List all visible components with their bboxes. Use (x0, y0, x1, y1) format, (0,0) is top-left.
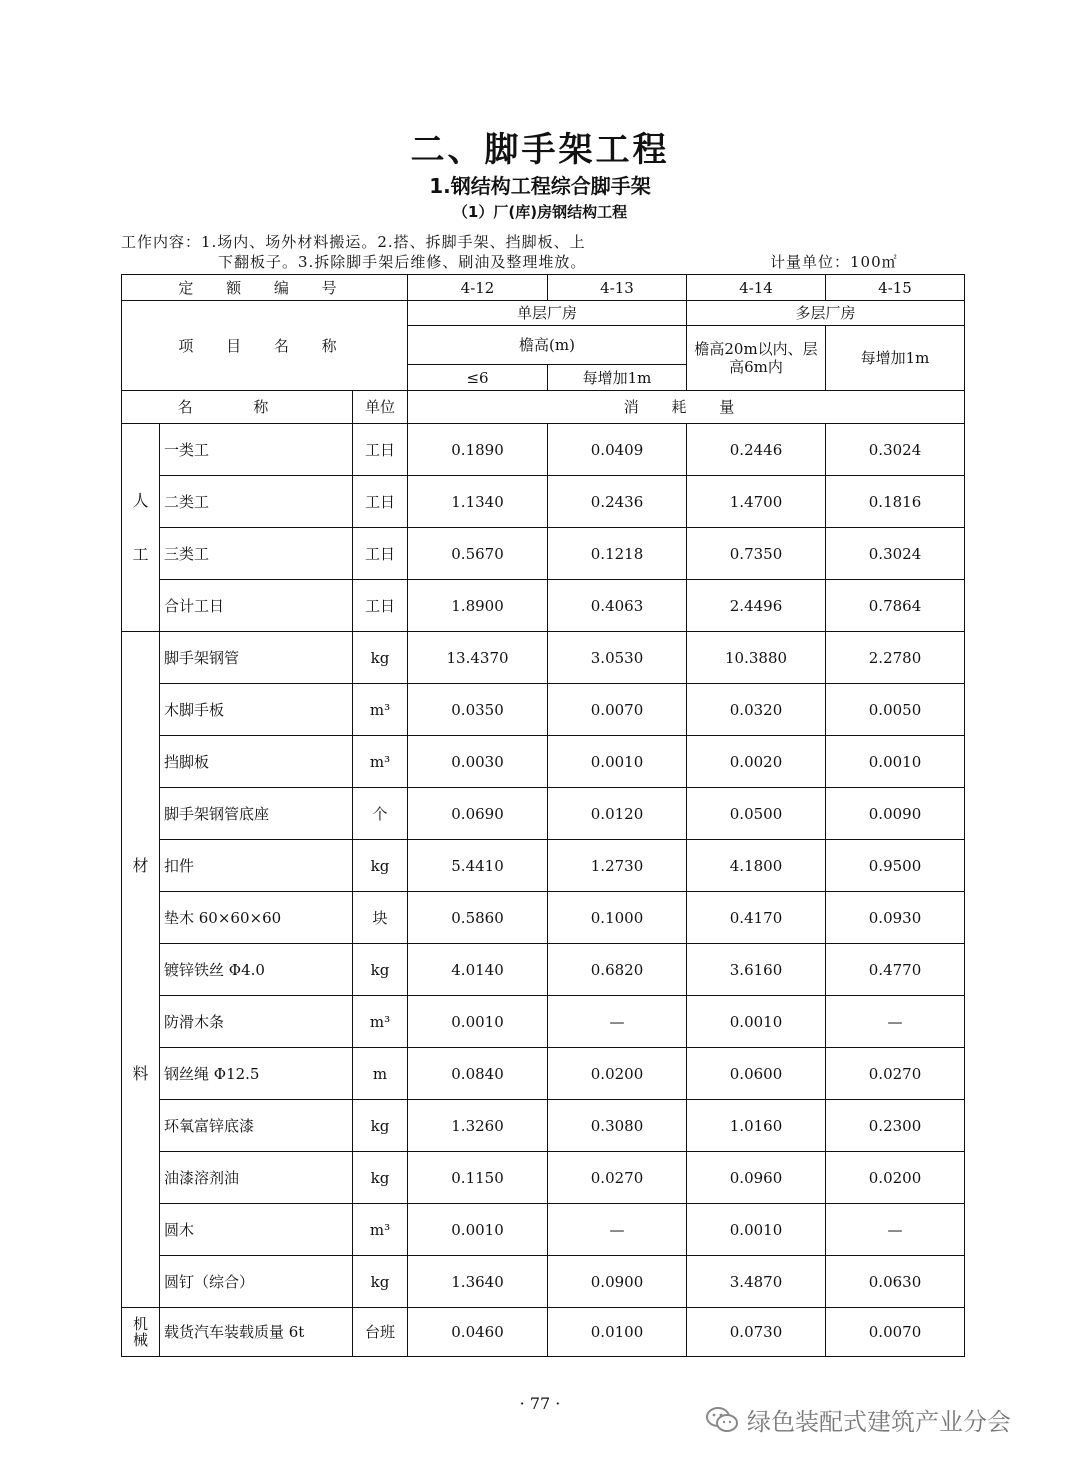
labor-category-char2: 工 (132, 544, 149, 564)
material-value: 0.0030 (408, 736, 548, 788)
material-unit: kg (353, 1152, 408, 1204)
material-value: 0.0690 (408, 788, 548, 840)
material-value: 0.0200 (548, 1048, 687, 1100)
code-4-12: 4-12 (408, 275, 548, 301)
material-value: — (548, 996, 687, 1048)
material-value: 0.0020 (687, 736, 826, 788)
material-value: 0.0840 (408, 1048, 548, 1100)
material-name: 防滑木条 (160, 996, 353, 1048)
unit-column-label: 单位 (353, 391, 408, 424)
machine-category: 机械 (122, 1308, 160, 1357)
material-row (122, 1048, 965, 1100)
material-unit: m³ (353, 684, 408, 736)
labor-name: 三类工 (160, 528, 353, 580)
watermark (705, 1402, 1011, 1437)
measurement-unit: 计量单位：100㎡ (770, 253, 898, 271)
material-value: 0.0090 (826, 788, 965, 840)
material-value: 0.0010 (548, 736, 687, 788)
material-value: 0.0270 (826, 1048, 965, 1100)
material-unit: kg (353, 632, 408, 684)
material-unit: 个 (353, 788, 408, 840)
watermark-text: 绿色装配式建筑产业分会 (747, 1408, 1011, 1436)
quota-no-label: 定 额 编 号 (122, 275, 408, 301)
material-row (122, 684, 965, 736)
quota-table (121, 274, 965, 1357)
material-category (122, 632, 160, 1308)
material-value: 0.9500 (826, 840, 965, 892)
page-title: 二、脚手架工程 (410, 130, 670, 170)
material-row (122, 1152, 965, 1204)
single-per-1m-header: 每增加1m (548, 365, 687, 391)
material-unit: m³ (353, 736, 408, 788)
labor-value: 2.4496 (687, 580, 826, 632)
material-value: 0.1000 (548, 892, 687, 944)
material-row (122, 1100, 965, 1152)
material-value: 0.0070 (548, 684, 687, 736)
material-value: 0.0930 (826, 892, 965, 944)
material-value: 0.6820 (548, 944, 687, 996)
material-value: 0.0010 (408, 996, 548, 1048)
consumption-label: 消 耗 量 (408, 391, 965, 424)
material-value: 0.0630 (826, 1256, 965, 1308)
material-unit: m (353, 1048, 408, 1100)
material-name: 镀锌铁丝 Φ4.0 (160, 944, 353, 996)
material-name: 扣件 (160, 840, 353, 892)
labor-value: 0.7864 (826, 580, 965, 632)
material-value: 3.4870 (687, 1256, 826, 1308)
labor-name: 二类工 (160, 476, 353, 528)
material-name: 圆钉（综合） (160, 1256, 353, 1308)
material-value: 0.0120 (548, 788, 687, 840)
machine-value: 0.0460 (408, 1308, 548, 1357)
material-value: 0.4770 (826, 944, 965, 996)
material-value: 0.0270 (548, 1152, 687, 1204)
eave-height-header: 檐高(m) (408, 326, 687, 365)
labor-category-char1: 人 (132, 491, 149, 511)
material-unit: kg (353, 1256, 408, 1308)
machine-unit: 台班 (353, 1308, 408, 1357)
labor-value: 1.4700 (687, 476, 826, 528)
material-name: 脚手架钢管 (160, 632, 353, 684)
work-content-line1: 工作内容：1.场内、场外材料搬运。2.搭、拆脚手架、挡脚板、上 (121, 233, 586, 251)
labor-value: 0.0409 (548, 424, 687, 476)
labor-value: 1.1340 (408, 476, 548, 528)
material-value: 13.4370 (408, 632, 548, 684)
material-value: — (826, 996, 965, 1048)
labor-value: 0.2436 (548, 476, 687, 528)
code-4-13: 4-13 (548, 275, 687, 301)
material-value: 1.0160 (687, 1100, 826, 1152)
material-row (122, 892, 965, 944)
material-value: 5.4410 (408, 840, 548, 892)
material-name: 环氧富锌底漆 (160, 1100, 353, 1152)
labor-value: 0.3024 (826, 528, 965, 580)
material-value: 1.3640 (408, 1256, 548, 1308)
material-unit: m³ (353, 1204, 408, 1256)
material-value: 0.0350 (408, 684, 548, 736)
material-row (122, 1256, 965, 1308)
material-value: 0.0010 (826, 736, 965, 788)
multi-per-1m-header: 每增加1m (826, 326, 965, 391)
material-value: 1.2730 (548, 840, 687, 892)
material-row (122, 736, 965, 788)
material-value: 0.0010 (687, 1204, 826, 1256)
multi-storey-header: 多层厂房 (687, 301, 965, 326)
material-value: 4.0140 (408, 944, 548, 996)
material-value: 0.0320 (687, 684, 826, 736)
material-category-char1: 材 (132, 856, 149, 876)
labor-name: 合计工日 (160, 580, 353, 632)
work-content-line2: 下翻板子。3.拆除脚手架后维修、刷油及整理堆放。 (218, 253, 587, 271)
labor-section (122, 424, 965, 632)
code-4-14: 4-14 (687, 275, 826, 301)
material-value: 0.0960 (687, 1152, 826, 1204)
section-subsubtitle: （1）厂(库)房钢结构工程 (452, 203, 628, 221)
material-name: 脚手架钢管底座 (160, 788, 353, 840)
material-value: 0.0900 (548, 1256, 687, 1308)
le6-header: ≤6 (408, 365, 548, 391)
material-unit: m³ (353, 996, 408, 1048)
material-value: 3.6160 (687, 944, 826, 996)
material-unit: kg (353, 840, 408, 892)
labor-value: 0.4063 (548, 580, 687, 632)
material-value: 0.0010 (687, 996, 826, 1048)
material-value: 2.2780 (826, 632, 965, 684)
labor-value: 0.1816 (826, 476, 965, 528)
labor-value: 0.7350 (687, 528, 826, 580)
material-value: 3.0530 (548, 632, 687, 684)
material-row (122, 1204, 965, 1256)
material-row (122, 632, 965, 684)
material-name: 木脚手板 (160, 684, 353, 736)
material-value: 0.5860 (408, 892, 548, 944)
labor-value: 0.5670 (408, 528, 548, 580)
material-value: — (826, 1204, 965, 1256)
machine-value: 0.0100 (548, 1308, 687, 1357)
material-value: 0.0600 (687, 1048, 826, 1100)
labor-unit: 工日 (353, 528, 408, 580)
labor-unit: 工日 (353, 476, 408, 528)
material-value: — (548, 1204, 687, 1256)
material-row (122, 840, 965, 892)
material-value: 10.3880 (687, 632, 826, 684)
material-value: 0.1150 (408, 1152, 548, 1204)
material-unit: kg (353, 1100, 408, 1152)
section-subtitle: 1.钢结构工程综合脚手架 (429, 174, 651, 198)
labor-value: 0.2446 (687, 424, 826, 476)
material-row (122, 788, 965, 840)
material-value: 0.4170 (687, 892, 826, 944)
material-name: 圆木 (160, 1204, 353, 1256)
material-value: 0.2300 (826, 1100, 965, 1152)
item-name-label: 项 目 名 称 (122, 301, 408, 391)
labor-name: 一类工 (160, 424, 353, 476)
material-value: 4.1800 (687, 840, 826, 892)
name-column-label: 名 称 (122, 391, 353, 424)
material-name: 挡脚板 (160, 736, 353, 788)
material-value: 0.3080 (548, 1100, 687, 1152)
material-unit: kg (353, 944, 408, 996)
material-name: 垫木 60×60×60 (160, 892, 353, 944)
material-value: 0.0200 (826, 1152, 965, 1204)
multi-storey-sub-header: 檐高20m以内、层高6m内 (687, 326, 826, 391)
labor-value: 0.1890 (408, 424, 548, 476)
material-value: 0.0050 (826, 684, 965, 736)
machine-value: 0.0070 (826, 1308, 965, 1357)
wechat-icon (705, 1406, 739, 1434)
labor-category (122, 424, 160, 632)
material-row (122, 996, 965, 1048)
machine-value: 0.0730 (687, 1308, 826, 1357)
material-value: 1.3260 (408, 1100, 548, 1152)
material-unit: 块 (353, 892, 408, 944)
materials-section (122, 632, 965, 1308)
machine-name: 载货汽车装载质量 6t (160, 1308, 353, 1357)
labor-value: 0.3024 (826, 424, 965, 476)
material-category-char2: 料 (132, 1063, 149, 1083)
labor-value: 0.1218 (548, 528, 687, 580)
page-number: · 77 · (519, 1394, 561, 1413)
labor-unit: 工日 (353, 580, 408, 632)
material-name: 油漆溶剂油 (160, 1152, 353, 1204)
labor-value: 1.8900 (408, 580, 548, 632)
material-value: 0.0500 (687, 788, 826, 840)
labor-unit: 工日 (353, 424, 408, 476)
material-value: 0.0010 (408, 1204, 548, 1256)
material-row (122, 944, 965, 996)
code-4-15: 4-15 (826, 275, 965, 301)
single-storey-header: 单层厂房 (408, 301, 687, 326)
material-name: 钢丝绳 Φ12.5 (160, 1048, 353, 1100)
